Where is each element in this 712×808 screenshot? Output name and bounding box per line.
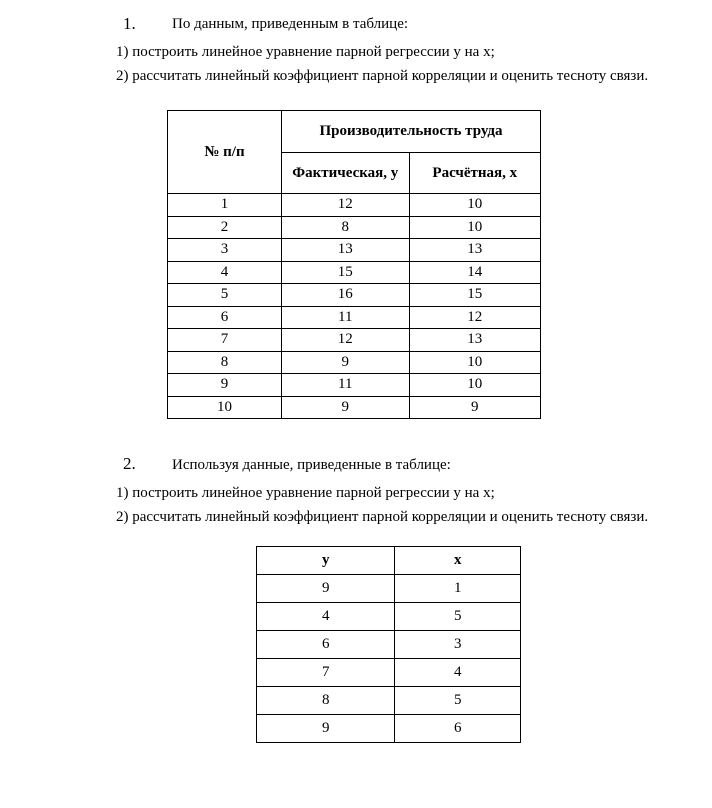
table-row <box>168 239 541 262</box>
table-cell: 8 <box>168 351 282 374</box>
table-row <box>168 351 541 374</box>
table-cell: 2 <box>168 216 282 239</box>
task2-item-1: 1) построить линейное уравнение парной регрессии y на x; <box>116 485 495 501</box>
table-row <box>168 396 541 419</box>
table-row <box>168 194 541 217</box>
table-row <box>168 216 541 239</box>
table-cell: 1 <box>168 194 282 217</box>
table-cell: 13 <box>409 329 540 352</box>
task2-intro: Используя данные, приведенные в таблице: <box>172 457 451 473</box>
table-row <box>168 261 541 284</box>
table-cell: 9 <box>281 351 409 374</box>
table-cell: 4 <box>395 659 521 687</box>
table-row <box>257 715 521 743</box>
table-cell: 15 <box>281 261 409 284</box>
table-row <box>257 631 521 659</box>
table-cell: 10 <box>409 194 540 217</box>
table-cell: 6 <box>395 715 521 743</box>
task2-number: 2. <box>123 454 136 473</box>
table-cell: 7 <box>168 329 282 352</box>
table-cell: 1 <box>395 575 521 603</box>
table-cell: 11 <box>281 374 409 397</box>
table-cell: 14 <box>409 261 540 284</box>
sub-header-actual: Фактическая, y <box>281 153 409 194</box>
table-cell: 6 <box>168 306 282 329</box>
table-cell: 16 <box>281 284 409 307</box>
table-cell: 8 <box>281 216 409 239</box>
table-cell: 6 <box>257 631 395 659</box>
table-cell: 9 <box>257 715 395 743</box>
group-header: Производительность труда <box>281 111 540 153</box>
table-cell: 10 <box>168 396 282 419</box>
table-cell: 10 <box>409 216 540 239</box>
header-x: x <box>395 547 521 575</box>
table-cell: 5 <box>168 284 282 307</box>
table-cell: 12 <box>409 306 540 329</box>
table-row <box>257 659 521 687</box>
table-cell: 10 <box>409 351 540 374</box>
table-cell: 11 <box>281 306 409 329</box>
task2-item-2: 2) рассчитать линейный коэффициент парной корреляции и оценить тесноту связи. <box>116 509 649 525</box>
task1-number: 1. <box>123 14 136 33</box>
table-cell: 4 <box>168 261 282 284</box>
sub-header-calculated: Расчётная, x <box>409 153 540 194</box>
table-row <box>257 687 521 715</box>
table-cell: 5 <box>395 687 521 715</box>
table-cell: 3 <box>168 239 282 262</box>
task1-item-1: 1) построить линейное уравнение парной регрессии y на x; <box>116 44 495 60</box>
table-row <box>257 603 521 631</box>
table-cell: 10 <box>409 374 540 397</box>
table-cell: 9 <box>168 374 282 397</box>
table-row <box>168 284 541 307</box>
table-cell: 9 <box>281 396 409 419</box>
table-cell: 8 <box>257 687 395 715</box>
table-cell: 12 <box>281 194 409 217</box>
task1-intro: По данным, приведенным в таблице: <box>172 16 409 32</box>
table-cell: 9 <box>409 396 540 419</box>
col-index-header: № п/п <box>168 111 282 194</box>
table-cell: 15 <box>409 284 540 307</box>
table-cell: 12 <box>281 329 409 352</box>
table-cell: 13 <box>409 239 540 262</box>
table-cell: 7 <box>257 659 395 687</box>
task1-table <box>167 110 541 419</box>
table-row <box>257 575 521 603</box>
task1-item-2: 2) рассчитать линейный коэффициент парной корреляции и оценить тесноту связи. <box>116 68 649 84</box>
table-row <box>168 329 541 352</box>
header-y: y <box>257 547 395 575</box>
table-cell: 5 <box>395 603 521 631</box>
task2-table <box>256 546 521 743</box>
table-cell: 3 <box>395 631 521 659</box>
table-cell: 4 <box>257 603 395 631</box>
table-cell: 13 <box>281 239 409 262</box>
table-row <box>168 374 541 397</box>
table-row <box>168 306 541 329</box>
table-cell: 9 <box>257 575 395 603</box>
